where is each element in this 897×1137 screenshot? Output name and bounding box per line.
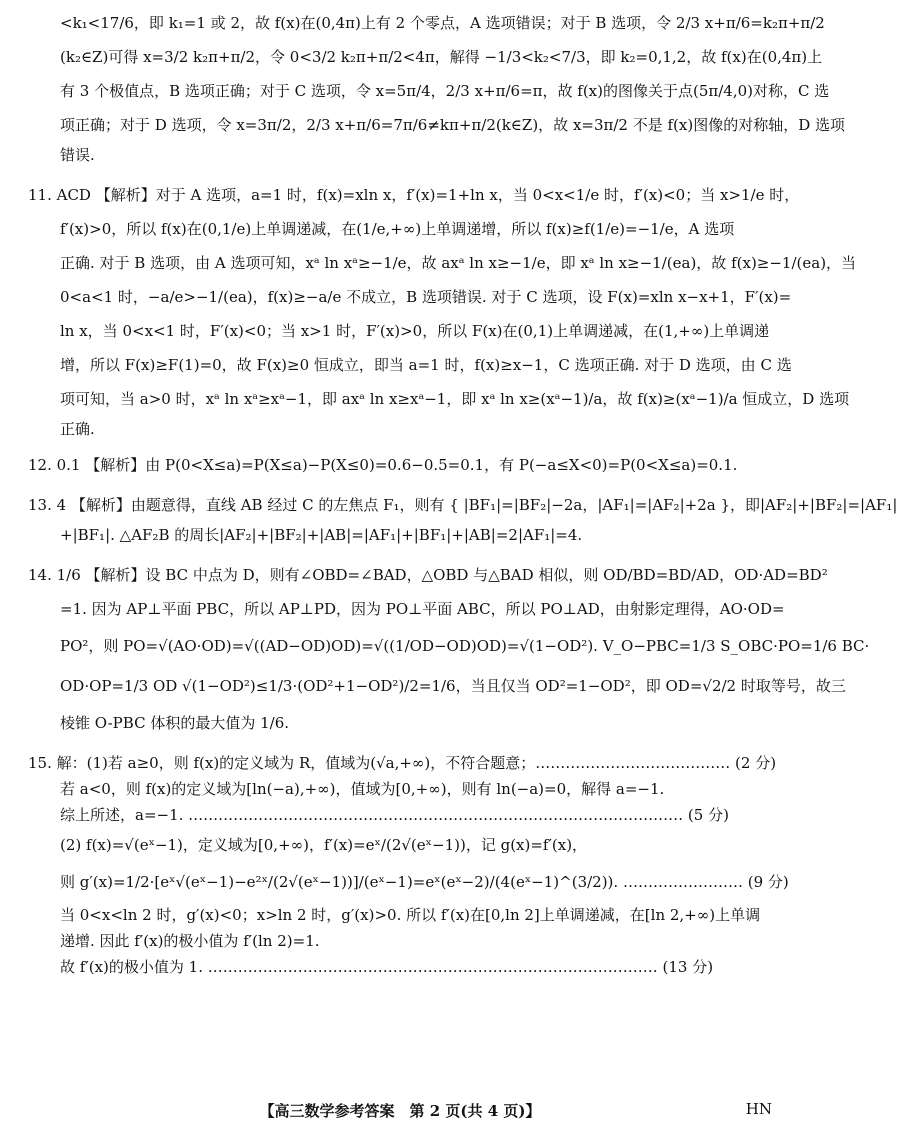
q15-line-3: 综上所述，a=−1. ……………………………………………………………………………………… (5 分) xyxy=(60,806,729,824)
q15-line-2: 若 a<0，则 f(x)的定义域为[ln(−a),+∞)，值域为[0,+∞)，则有 ln(−a)=0，解得 a=−1. xyxy=(60,780,665,798)
q15-line-4: (2) f(x)=√(eˣ−1)，定义域为[0,+∞)，f′(x)=eˣ/(2√(eˣ−1))，记 g(x)=f′(x)， xyxy=(60,836,588,854)
q15-line-6: 当 0<x<ln 2 时，g′(x)<0；x>ln 2 时，g′(x)>0. 所以 f′(x)在[0,ln 2]上单调递减，在[ln 2,+∞)上单调 xyxy=(60,906,761,924)
q15-line-7: 递增. 因此 f′(x)的极小值为 f′(ln 2)=1. xyxy=(60,932,320,950)
q11-line-3: 正确. 对于 B 选项，由 A 选项可知，xᵃ ln xᵃ≥−1/e，故 axᵃ ln x≥−1/e，即 xᵃ ln x≥−1/(ea)，故 f(x)≥−1/(ea)，当 xyxy=(60,254,857,272)
q11-line-1: 11. ACD 【解析】对于 A 选项，a=1 时，f(x)=xln x，f′(x)=1+ln x，当 0<x<1/e 时，f′(x)<0；当 x>1/e 时， xyxy=(28,186,800,204)
q11-line-5: ln x，当 0<x<1 时，F′(x)<0；当 x>1 时，F′(x)>0，所以 F(x)在(0,1)上单调递减，在(1,+∞)上单调递 xyxy=(60,322,770,340)
q11-line-8: 正确. xyxy=(60,420,95,438)
q11-line-4: 0<a<1 时，−a/e>−1/(ea)，f(x)≥−a/e 不成立，B 选项错误. 对于 C 选项，设 F(x)=xln x−x+1，F′(x)= xyxy=(60,288,792,306)
q15-line-5: 则 g′(x)=1/2·[eˣ√(eˣ−1)−e²ˣ/(2√(eˣ−1))]/(eˣ−1)=eˣ(eˣ−2)/(4(eˣ−1)^(3/2)). …………………… (9 分) xyxy=(60,873,789,891)
answer-content xyxy=(28,6,897,980)
q10-line-5: 错误. xyxy=(60,146,95,164)
q11-line-7: 项可知，当 a>0 时，xᵃ ln xᵃ≥xᵃ−1，即 axᵃ ln x≥xᵃ−1，即 xᵃ ln x≥(xᵃ−1)/a，故 f(x)≥(xᵃ−1)/a 恒成立，D 选项 xyxy=(60,390,850,408)
q14-line-1: 14. 1/6 【解析】设 BC 中点为 D，则有∠OBD=∠BAD，△OBD 与△BAD 相似，则 OD/BD=BD/AD，OD·AD=BD² xyxy=(28,566,828,584)
q10-line-1: <k₁<17/6，即 k₁=1 或 2，故 f(x)在(0,4π)上有 2 个零点，A 选项错误；对于 B 选项，令 2/3 x+π/6=k₂π+π/2 xyxy=(60,14,825,32)
footer-title: 【高三数学参考答案 第 2 页(共 4 页)】 xyxy=(259,1102,541,1120)
q15-line-1: 15. 解：(1)若 a≥0，则 f(x)的定义域为 R，值域为(√a,+∞)，不符合题意；………………………………… (2 分) xyxy=(28,754,777,772)
q10-line-4: 项正确；对于 D 选项，令 x=3π/2，2/3 x+π/6=7π/6≠kπ+π/2(k∈Z)，故 x=3π/2 不是 f(x)图像的对称轴，D 选项 xyxy=(60,116,846,134)
q13-line-2: +|BF₁|. △AF₂B 的周长|AF₂|+|BF₂|+|AB|=|AF₁|+|BF₁|+|AB|=2|AF₁|=4. xyxy=(60,526,583,544)
q11-line-6: 增，所以 F(x)≥F(1)=0，故 F(x)≥0 恒成立，即当 a=1 时，f(x)≥x−1，C 选项正确. 对于 D 选项，由 C 选 xyxy=(60,356,792,374)
q14-line-3: PO²，则 PO=√(AO·OD)=√((AD−OD)OD)=√((1/OD−OD)OD)=√(1−OD²). V_O−PBC=1/3 S_OBC·PO=1/6 BC· xyxy=(60,637,870,655)
q10-line-2: (k₂∈Z)可得 x=3/2 k₂π+π/2，令 0<3/2 k₂π+π/2<4π，解得 −1/3<k₂<7/3，即 k₂=0,1,2，故 f(x)在(0,4π)上 xyxy=(60,48,823,66)
q14-line-2: =1. 因为 AP⊥平面 PBC，所以 AP⊥PD，因为 PO⊥平面 ABC，所以 PO⊥AD，由射影定理得，AO·OD= xyxy=(60,600,785,618)
footer-code: HN xyxy=(745,1100,772,1118)
q15-line-8: 故 f′(x)的极小值为 1. ……………………………………………………………………………… (13 分) xyxy=(60,958,714,976)
q13-line-1: 13. 4 【解析】由题意得，直线 AB 经过 C 的左焦点 F₁，则有 { |BF₁|=|BF₂|−2a，|AF₁|=|AF₂|+2a }，即|AF₂|+|BF₂|=|AF₁| xyxy=(28,496,897,514)
q11-line-2: f′(x)>0，所以 f(x)在(0,1/e)上单调递减，在(1/e,+∞)上单调递增，所以 f(x)≥f(1/e)=−1/e，A 选项 xyxy=(60,220,735,238)
page-footer xyxy=(0,1100,800,1126)
q12-line-1: 12. 0.1 【解析】由 P(0<X≤a)=P(X≤a)−P(X≤0)=0.6−0.5=0.1，有 P(−a≤X<0)=P(0<X≤a)=0.1. xyxy=(28,456,738,474)
q10-line-3: 有 3 个极值点，B 选项正确；对于 C 选项，令 x=5π/4，2/3 x+π/6=π，故 f(x)的图像关于点(5π/4,0)对称，C 选 xyxy=(60,82,830,100)
q14-line-4: OD·OP=1/3 OD √(1−OD²)≤1/3·(OD²+1−OD²)/2=1/6，当且仅当 OD²=1−OD²，即 OD=√2/2 时取等号，故三 xyxy=(60,677,846,695)
q14-line-5: 棱锥 O-PBC 体积的最大值为 1/6. xyxy=(60,714,289,732)
